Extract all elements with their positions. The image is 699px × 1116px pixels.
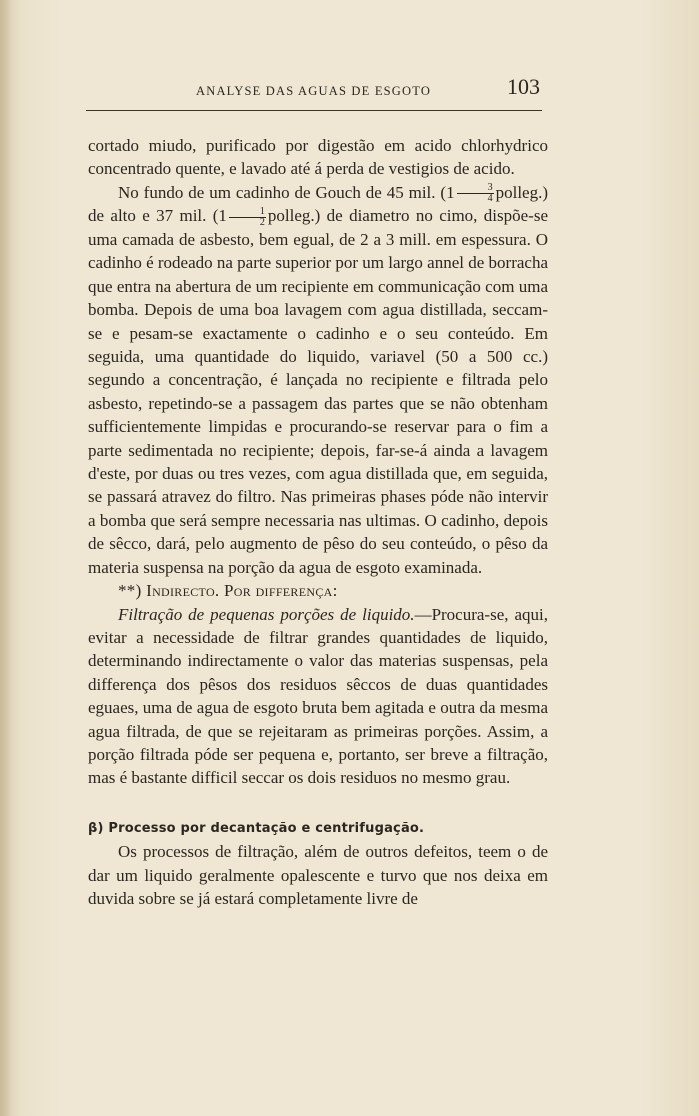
subsection-heading: **) Indirecto. Por differença: (118, 581, 338, 601)
page-gutter-shadow (0, 0, 12, 1116)
paragraph-continuation: cortado miudo, purificado por digestão em acido chlorhydrico concentrado quente, e lavado até á perda de vestigios de acido. (88, 136, 548, 179)
fraction-three-quarters (457, 183, 494, 204)
paragraph-decantation: Os processos de filtração, além de outros defeitos, teem o de dar um liquido geralmente opalescente e turvo que nos deixa em duvida sobre se já estará completamente livre de (88, 842, 548, 908)
section-gap (88, 790, 548, 817)
paragraph-indirect (88, 603, 548, 790)
page-number: 103 (507, 74, 540, 99)
paragraph-text: polleg.) de alto e 37 mil. (1 (88, 182, 548, 226)
italic-run-in-title: Filtração de pequenas porções de liquido. (118, 604, 415, 624)
fraction-denominator: 2 (259, 217, 265, 228)
page-header (86, 72, 542, 111)
section-heading: β) Processo por decantação e centrifugação. (88, 820, 425, 836)
page-body (88, 134, 548, 910)
running-head: ANALYSE DAS AGUAS DE ESGOTO (196, 84, 432, 98)
paragraph-method (88, 181, 548, 579)
fraction-one-half (229, 207, 266, 228)
paragraph-text: —Procura-se, aqui, evitar a necessidade de filtrar grandes quantidades de liquido, determinando indirectamente o valor das materias suspensas, pela differença dos pêsos dos residuos sêccos de duas quantidades eguaes, uma de agua de esgoto bruta bem agitada e outra da mesma agua filtrada, de que se rejeitaram as primeiras porções. Assim, a porção filtrada póde ser pequena e, portanto, ser breve a filtração, mas é bastante difficil seccar os dois residuos no mesmo grau. (88, 604, 548, 788)
fraction-numerator: 1 (229, 207, 266, 218)
fraction-numerator: 3 (457, 183, 494, 194)
paragraph-text: No fundo de um cadinho de Gouch de 45 mil. (1 (118, 182, 455, 202)
paragraph-text: polleg.) de diametro no cimo, dispõe-se uma camada de asbesto, bem egual, de 2 a 3 mill. em espessura. O cadinho é rodeado na parte superior por um largo annel de borracha que entra na abertura de um recipiente em communicação com uma bomba. Depois de uma boa lavagem com agua distillada, seccam-se e pesam-se exactamente o cadinho e o seu conteúdo. Em seguida, uma quantidade do liquido, variavel (50 a 500 cc.) segundo a concentração, é lançada no recipiente e filtrada pelo asbesto, repetindo-se a passagem das partes que se não obtenham sufficientemente limpidas e procurando-se reservar para o fim a parte sedimentada no recipiente; depois, far-se-á ainda a lavagem d'este, por duas ou tres vezes, com agua distillada que, em seguida, se passará atravez do filtro. Nas primeiras phases póde não intervir a bomba que será sempre necessaria nas ultimas. O cadinho, depois de sêcco, dará, pelo augmento de pêso do seu conteúdo, o pêso da materia suspensa na porção da agua de esgoto examinada. (88, 206, 548, 577)
fraction-denominator: 4 (487, 193, 493, 205)
